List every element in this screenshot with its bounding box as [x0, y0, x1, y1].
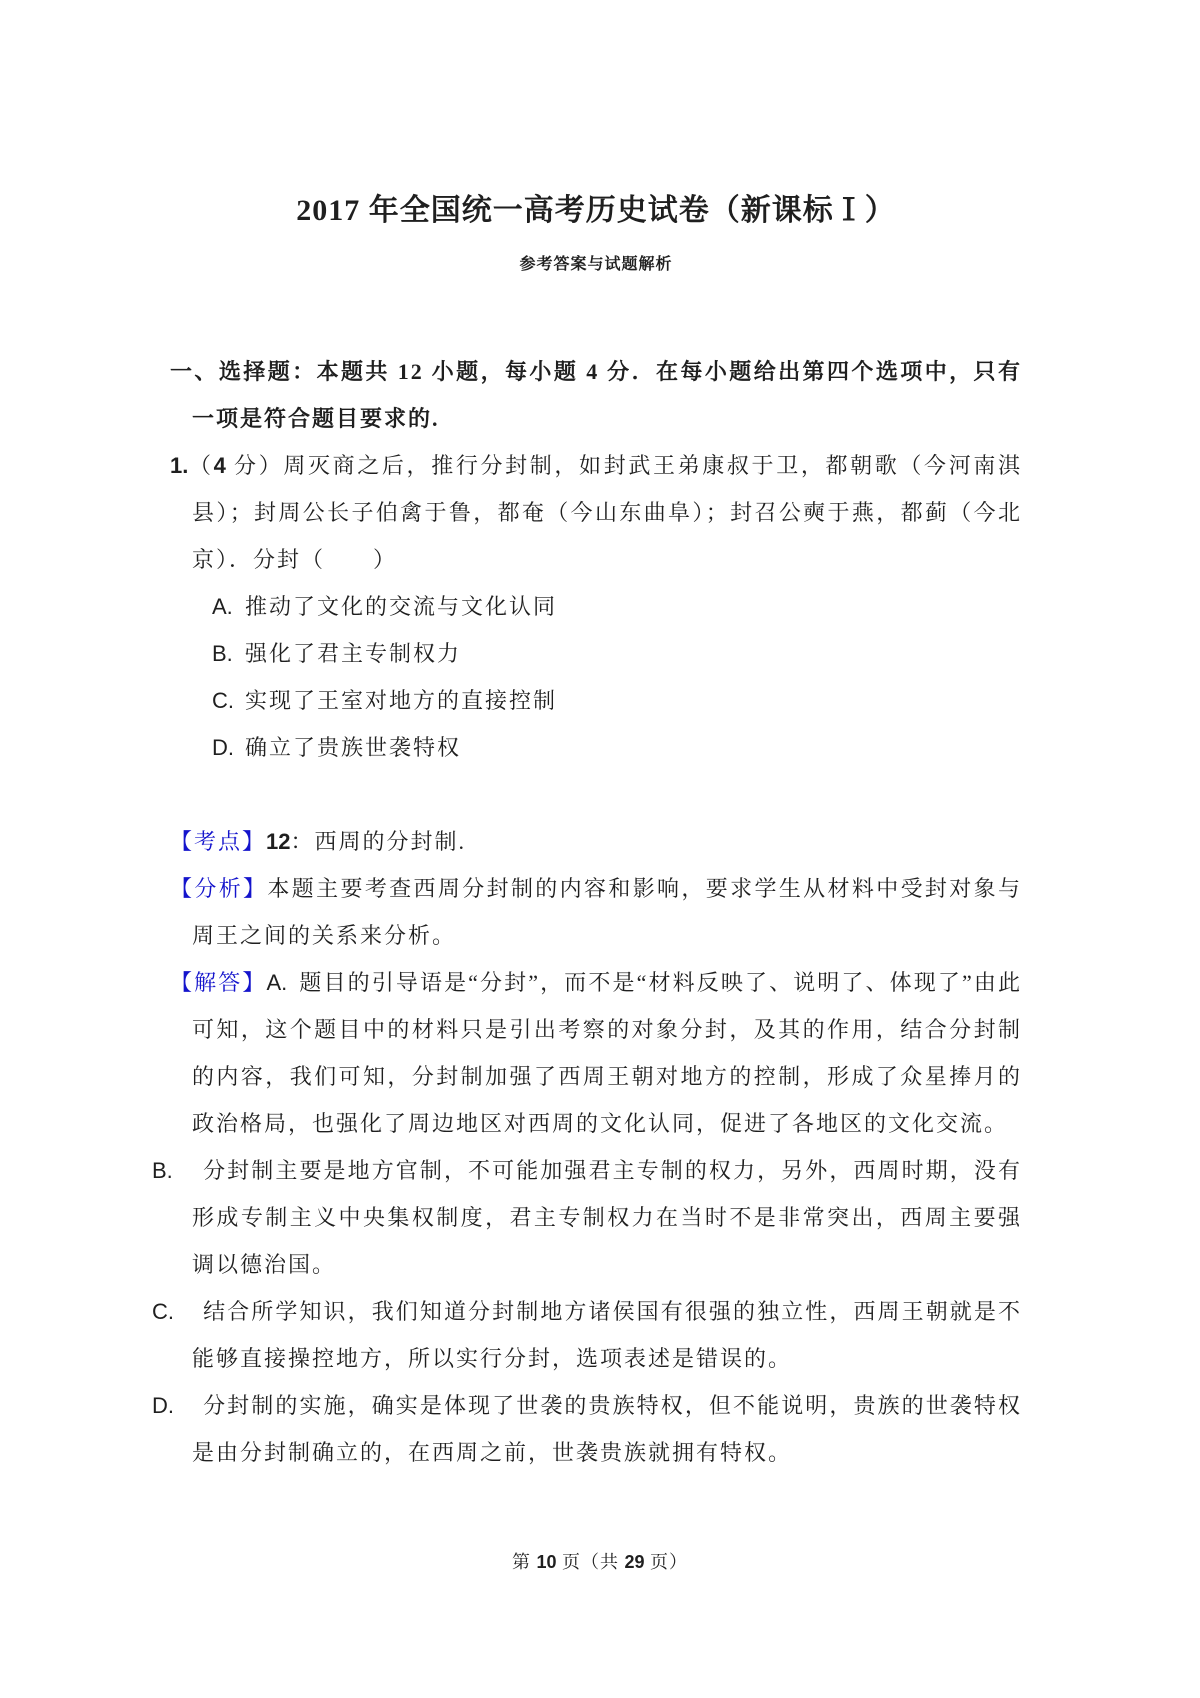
analysis-item-c-label: C. [152, 1299, 174, 1324]
section-heading: 一、选择题：本题共 12 小题，每小题 4 分．在每小题给出第四个选项中，只有一项是符合题目要求的. [170, 359, 1022, 431]
fenxi-text: 本题主要考查西周分封制的内容和影响，要求学生从材料中受封对象与周王之间的关系来分析。 [192, 876, 1022, 948]
analysis-item-c-text: 结合所学知识，我们知道分封制地方诸侯国有很强的独立性，西周王朝就是不能够直接操控地方，所以实行分封，选项表述是错误的。 [192, 1299, 1022, 1371]
jieda-text: 题目的引导语是“分封”，而不是“材料反映了、说明了、体现了”由此可知，这个题目中的材料只是引出考察的对象分封，及其的作用，结合分封制的内容，我们可知，分封制加强了西周王朝对地方的控制，形成了众星捧月的政治格局，也强化了周边地区对西周的文化认同，促进了各地区的文化交流。 [192, 970, 1022, 1136]
analysis-item-b [152, 1147, 1022, 1288]
footer-page-number: 10 [536, 1552, 557, 1572]
stem-text: 周灭商之后，推行分封制，如封武王弟康叔于卫，都朝歌（今河南淇县）；封周公长子伯禽于鲁，都奄（今山东曲阜）；封召公奭于燕，都蓟（今北京）．分封（ ） [192, 453, 1022, 572]
option-d-text: 确立了贵族世袭特权 [245, 735, 462, 760]
option-c-label: C. [212, 688, 234, 713]
points-open: （ [188, 453, 214, 478]
fenxi-block [170, 865, 1022, 959]
option-c-text: 实现了王室对地方的直接控制 [245, 688, 558, 713]
jieda-block [170, 959, 1022, 1147]
fenxi-label: 【分析】 [170, 876, 268, 901]
jieda-label: 【解答】 [170, 970, 267, 995]
option-a [212, 583, 1022, 630]
question-1-stem [170, 442, 1022, 583]
page-subtitle: 参考答案与试题解析 [519, 256, 673, 273]
option-c [212, 677, 1022, 724]
kaodian-block [170, 818, 1022, 865]
analysis-item-d-text: 分封制的实施，确实是体现了世袭的贵族特权，但不能说明，贵族的世袭特权是由分封制确立的，在西周之前，世袭贵族就拥有特权。 [192, 1393, 1022, 1465]
footer-total-pages: 29 [624, 1552, 645, 1572]
page-content [152, 0, 1022, 1476]
footer-prefix: 第 [511, 1552, 537, 1572]
page-title: 2017 年全国统一高考历史试卷（新课标Ⅰ） [296, 194, 896, 227]
kaodian-text: ：西周的分封制. [290, 829, 467, 854]
points-value: 4 [213, 453, 226, 478]
page-footer [0, 1548, 1200, 1576]
option-b-label: B. [212, 641, 233, 666]
question-number: 1. [170, 453, 189, 478]
analysis-item-c [152, 1288, 1022, 1382]
points-close: 分） [225, 453, 284, 478]
footer-suffix: 页） [644, 1552, 689, 1572]
kaodian-number: 12 [266, 829, 291, 854]
option-a-text: 推动了文化的交流与文化认同 [245, 594, 558, 619]
kaodian-label: 【考点】 [170, 829, 267, 854]
option-d [212, 724, 1022, 771]
option-b-text: 强化了君主专制权力 [245, 641, 462, 666]
footer-middle: 页（共 [556, 1552, 625, 1572]
analysis-item-d-label: D. [152, 1393, 174, 1418]
option-b [212, 630, 1022, 677]
option-a-label: A. [212, 594, 233, 619]
analysis-item-d [152, 1382, 1022, 1476]
analysis-item-b-label: B. [152, 1158, 173, 1183]
option-d-label: D. [212, 735, 234, 760]
analysis-item-b-text: 分封制主要是地方官制，不可能加强君主专制的权力，另外，西周时期，没有形成专制主义中央集权制度，君主专制权力在当时不是非常突出，西周主要强调以德治国。 [192, 1158, 1022, 1277]
jieda-lead: A. [266, 970, 288, 995]
option-list [170, 583, 1022, 771]
